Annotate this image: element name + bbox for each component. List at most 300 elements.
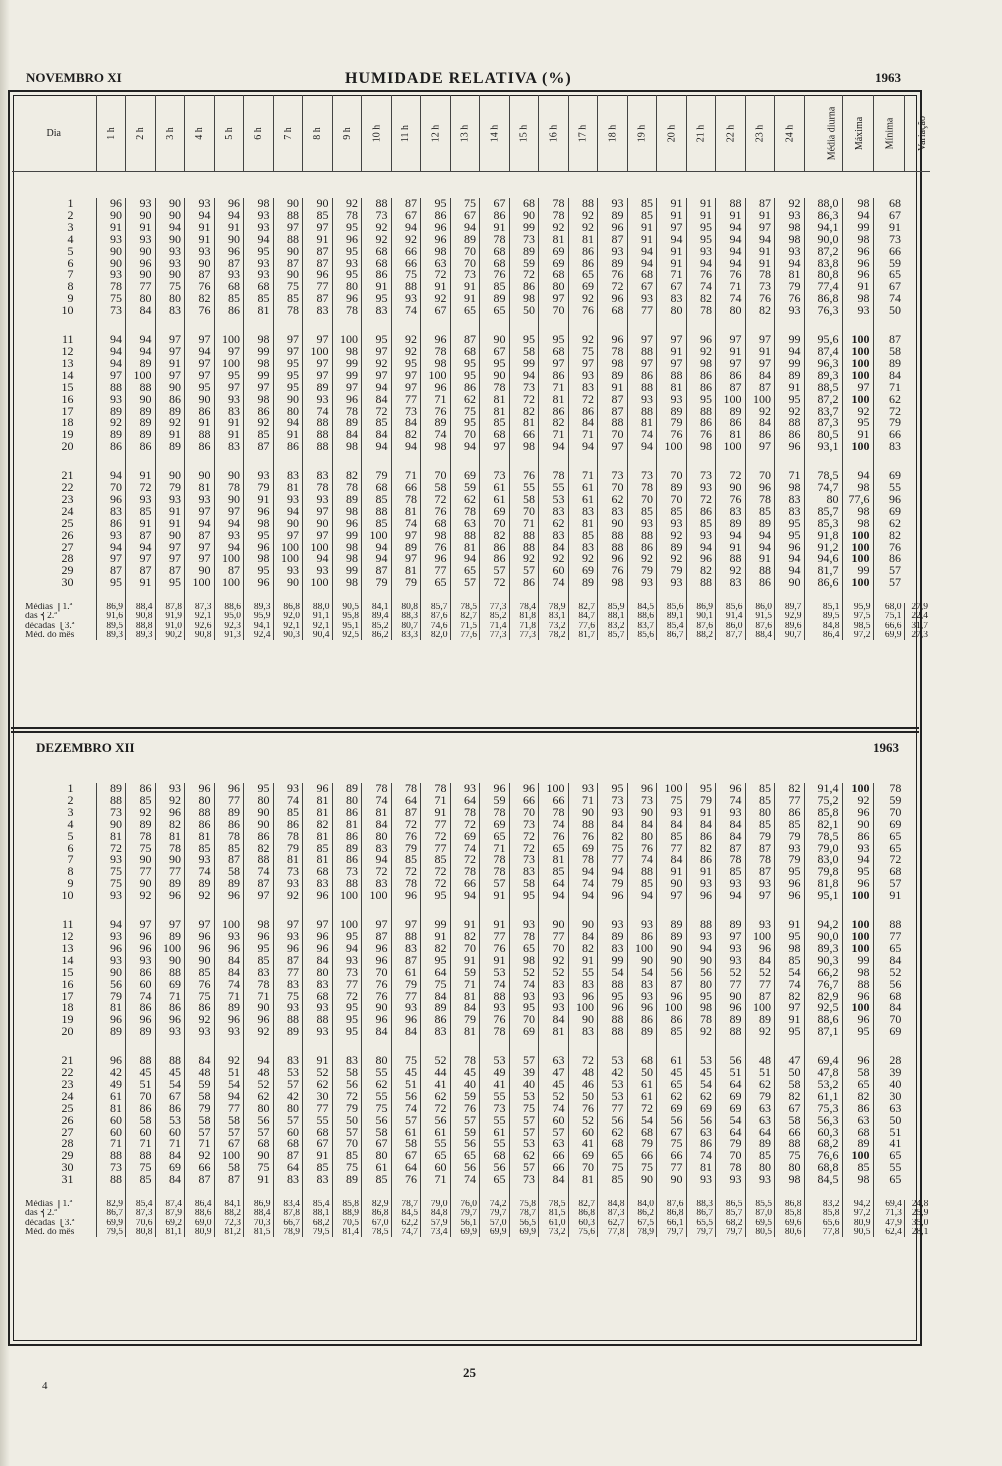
value-cell: 58 [775,1115,805,1127]
value-cell: 93 [126,955,156,967]
value-cell: 69 [568,1150,598,1162]
value-cell: 78 [391,783,421,795]
value-cell: 90 [627,807,657,819]
value-cell: 94 [627,441,657,453]
value-cell: 76 [539,831,569,843]
value-cell: 87 [716,382,746,394]
value-cell: 90 [185,258,215,270]
value-cell: 96 [96,198,126,210]
mean-value-cell: 69,0 [185,1219,215,1228]
value-cell: 58 [362,1127,392,1139]
value-cell: 97 [539,293,569,305]
value-cell: 82 [480,530,510,542]
value-cell: 86 [568,246,598,258]
value-cell: 91 [155,506,185,518]
value-cell: 92 [539,222,569,234]
value-cell: 86 [627,931,657,943]
value-cell: 88 [686,577,716,589]
value-cell: 90 [273,394,303,406]
value-cell: 72 [362,406,392,418]
value-cell: 96 [391,1014,421,1026]
value-cell: 94 [96,542,126,554]
value-cell: 90 [539,919,569,931]
value-cell: 90 [155,470,185,482]
value-cell: 94 [775,565,805,577]
value-cell: 67 [873,210,904,222]
value-cell: 91 [745,246,775,258]
value-cell: 100 [842,931,873,943]
value-cell: 75 [126,843,156,855]
value-cell: 89 [568,577,598,589]
value-cell: 83 [716,506,746,518]
mean-value-cell: 78,2 [539,631,569,640]
mean-value-cell: 85,9 [598,603,628,612]
value-cell: 92 [126,890,156,902]
mean-value-cell: 92,4 [244,631,274,640]
value-cell: 97 [303,222,333,234]
value-cell: 91 [450,919,480,931]
mean-value-cell: 92,6 [185,622,215,631]
value-cell: 91 [686,210,716,222]
value-cell: 92 [362,358,392,370]
value-cell: 96 [686,334,716,346]
value-cell: 99 [332,370,362,382]
value-cell: 74 [303,406,333,418]
value-cell: 71 [568,470,598,482]
value-cell: 78 [539,807,569,819]
value-cell: 97 [185,370,215,382]
value-cell: 79 [775,831,805,843]
mean-value-cell: 89,4 [362,612,392,621]
value-cell: 97 [303,506,333,518]
value-cell: 70 [568,1162,598,1174]
value-cell: 95 [214,370,244,382]
value-cell: 76 [716,494,746,506]
value-cell: 97 [244,382,274,394]
value-cell: 67 [657,281,687,293]
value-cell: 72 [332,1091,362,1103]
means-label: décadas ⎩3.ª [25,1218,75,1228]
mean-value-cell: 81,1 [155,1228,185,1237]
value-cell: 83 [657,293,687,305]
value-cell: 75 [362,1103,392,1115]
value-cell: 41 [568,1138,598,1150]
value-cell: 94 [362,542,392,554]
value-cell: 78 [126,831,156,843]
value-cell: 65 [480,305,510,317]
value-cell: 57 [273,1079,303,1091]
value-cell: 30 [873,1091,904,1103]
mean-value-cell: 91,1 [303,612,333,621]
value-cell: 87,2 [804,394,842,406]
value-cell: 96 [842,258,873,270]
day-cell: 20 [61,1026,74,1039]
value-cell: 86 [509,281,539,293]
value-cell: 85 [627,506,657,518]
value-cell: 57 [450,1115,480,1127]
value-cell: 62 [362,1079,392,1091]
value-cell: 85 [657,831,687,843]
value-cell: 93 [273,565,303,577]
value-cell: 96 [362,943,392,955]
value-cell: 87,4 [804,346,842,358]
value-cell: 77 [598,854,628,866]
value-cell: 98 [421,246,451,258]
value-cell: 98 [244,198,274,210]
table-row [12,1174,930,1186]
table-row [12,258,930,270]
table-row [12,518,930,530]
value-cell: 59 [509,258,539,270]
value-cell: 86 [185,441,215,453]
value-cell: 76,6 [804,1150,842,1162]
value-cell: 98 [509,955,539,967]
value-cell: 96 [185,943,215,955]
table-row [12,358,930,370]
value-cell: 72 [873,406,904,418]
value-cell: 89 [155,406,185,418]
value-cell: 96 [244,506,274,518]
value-cell: 97 [391,370,421,382]
value-cell: 79 [775,854,805,866]
value-cell: 98 [332,346,362,358]
mean-value-cell: 69,9 [96,1219,126,1228]
value-cell: 94 [214,542,244,554]
mean-value-cell: 92,0 [273,612,303,621]
mean-value-cell: 81,2 [214,1228,244,1237]
value-cell: 87 [303,246,333,258]
mean-value-cell: 80,6 [775,1228,805,1237]
value-cell: 85 [745,819,775,831]
value-cell: 90 [716,482,746,494]
value-cell: 69 [450,470,480,482]
value-cell: 55 [421,1138,451,1150]
value-cell: 92 [775,198,805,210]
value-cell: 96 [627,783,657,795]
value-cell: 65 [480,1174,510,1186]
value-cell: 92 [539,553,569,565]
column-header: 20 h [657,95,687,172]
value-cell: 71 [244,991,274,1003]
value-cell: 96 [214,1014,244,1026]
value-cell: 71 [775,470,805,482]
value-cell: 66 [539,795,569,807]
value-cell: 96 [421,334,451,346]
value-cell: 78 [480,807,510,819]
mean-value-cell: 88,2 [686,631,716,640]
mean-value-cell: 75,6 [568,1228,598,1237]
value-cell: 91 [214,222,244,234]
value-cell: 65 [480,831,510,843]
table-row [12,890,930,902]
value-cell: 93 [842,843,873,855]
value-cell: 84 [126,305,156,317]
value-cell: 52 [509,967,539,979]
value-cell: 96 [509,783,539,795]
value-cell: 94 [362,854,392,866]
value-cell: 82 [686,293,716,305]
value-cell: 78 [509,931,539,943]
value-cell: 78 [450,807,480,819]
value-cell: 91 [155,429,185,441]
value-cell: 67 [480,346,510,358]
value-cell: 70 [332,1138,362,1150]
value-cell: 84 [745,955,775,967]
value-cell: 94 [450,553,480,565]
value-cell: 68 [421,518,451,530]
value-cell: 62 [598,494,628,506]
value-cell: 58 [775,1079,805,1091]
value-cell: 82 [775,1091,805,1103]
value-cell: 87 [303,293,333,305]
value-cell: 67 [657,1127,687,1139]
value-cell: 71 [539,429,569,441]
value-cell: 72 [509,831,539,843]
mean-value-cell: 61,0 [539,1219,569,1228]
value-cell: 89 [716,919,746,931]
value-cell: 90 [657,955,687,967]
mean-value-cell: 77,6 [568,622,598,631]
table-row [12,866,930,878]
value-cell: 96 [126,258,156,270]
day-cell: 28 [61,1138,74,1151]
value-cell: 96 [96,1055,126,1067]
value-cell: 88 [598,979,628,991]
value-cell: 73 [391,406,421,418]
mean-value-cell: 91,6 [96,612,126,621]
value-cell: 92 [391,346,421,358]
value-cell: 68 [450,346,480,358]
value-cell: 88 [716,553,746,565]
value-cell: 97 [303,530,333,542]
value-cell: 86 [627,370,657,382]
value-cell: 61 [480,494,510,506]
value-cell: 97 [273,334,303,346]
value-cell: 92 [273,890,303,902]
value-cell: 71 [185,1138,215,1150]
means-row [12,612,930,621]
value-cell: 91 [126,470,156,482]
column-header: 4 h [185,95,215,172]
value-cell: 91 [657,210,687,222]
value-cell: 79,8 [804,866,842,878]
value-cell: 87 [214,258,244,270]
value-cell: 76 [185,281,215,293]
value-cell: 78 [716,854,746,866]
value-cell: 93 [568,370,598,382]
mean-value-cell: 89,1 [657,612,687,621]
value-cell: 82,9 [804,991,842,1003]
value-cell: 89 [273,1026,303,1038]
value-cell: 93 [598,919,628,931]
day-cell: 27 [61,1126,74,1139]
value-cell: 90 [126,394,156,406]
value-cell: 64 [450,795,480,807]
value-cell: 80 [303,967,333,979]
value-cell: 97 [273,530,303,542]
value-cell: 48 [185,1067,215,1079]
value-cell: 98 [775,943,805,955]
mean-value-cell: 73,2 [539,622,569,631]
value-cell: 96 [155,890,185,902]
value-cell: 70 [657,494,687,506]
value-cell: 86 [568,406,598,418]
value-cell: 98 [509,293,539,305]
value-cell: 88 [185,429,215,441]
value-cell: 97 [303,919,333,931]
value-cell: 92 [568,553,598,565]
value-cell: 57 [480,565,510,577]
value-cell: 76 [568,831,598,843]
value-cell: 65 [657,1079,687,1091]
value-cell: 96 [391,890,421,902]
value-cell: 81 [716,429,746,441]
value-cell: 81 [273,854,303,866]
value-cell: 77 [657,843,687,855]
day-cell: 14 [61,954,74,967]
value-cell: 93 [598,807,628,819]
value-cell: 81 [96,1002,126,1014]
value-cell: 83 [568,542,598,554]
value-cell: 94 [775,258,805,270]
value-cell: 100 [657,441,687,453]
value-cell: 83 [273,1174,303,1186]
value-cell: 87 [745,991,775,1003]
value-cell: 83 [273,1055,303,1067]
mean-value-cell: 79,7 [686,1228,716,1237]
value-cell: 83 [303,878,333,890]
value-cell: 93 [332,955,362,967]
value-cell: 98 [421,530,451,542]
value-cell: 95 [332,931,362,943]
value-cell: 93 [480,1002,510,1014]
value-cell: 95 [686,394,716,406]
value-cell: 96 [598,293,628,305]
value-cell: 69 [716,1091,746,1103]
value-cell: 95 [244,246,274,258]
value-cell: 80 [362,1055,392,1067]
value-cell: 99 [244,370,274,382]
table-row [12,831,930,843]
value-cell: 45 [450,1067,480,1079]
mean-value-cell: 90,1 [686,612,716,621]
column-header: 11 h [391,95,421,172]
value-cell: 95 [450,417,480,429]
value-cell: 78 [391,494,421,506]
value-cell: 77 [391,394,421,406]
value-cell: 89 [214,807,244,819]
value-cell: 100 [842,394,873,406]
value-cell: 92 [627,553,657,565]
value-cell: 71 [391,470,421,482]
value-cell: 91 [775,1014,805,1026]
value-cell: 92 [362,234,392,246]
value-cell: 67 [391,1150,421,1162]
table-row [12,506,930,518]
value-cell: 57 [391,1115,421,1127]
value-cell: 57 [509,1115,539,1127]
value-cell: 83 [273,470,303,482]
value-cell: 99 [509,358,539,370]
mean-value-cell: 82,9 [96,1200,126,1209]
value-cell: 96 [686,890,716,902]
value-cell: 28 [873,1055,904,1067]
value-cell: 90 [775,577,805,589]
value-cell: 89 [657,931,687,943]
day-cell: 22 [61,1067,74,1079]
table-row [12,878,930,890]
value-cell: 100 [842,441,873,453]
value-cell: 57 [539,1127,569,1139]
value-cell: 91 [421,807,451,819]
value-cell: 75 [96,866,126,878]
value-cell: 42 [598,1067,628,1079]
value-cell: 88 [873,919,904,931]
value-cell: 85 [214,293,244,305]
value-cell: 89 [627,1026,657,1038]
value-cell: 100 [273,542,303,554]
value-cell: 88 [362,506,392,518]
value-cell: 53 [598,1079,628,1091]
value-cell: 86 [480,542,510,554]
value-cell: 97 [362,370,392,382]
value-cell: 90 [155,234,185,246]
value-cell: 71 [539,382,569,394]
value-cell: 94 [185,518,215,530]
value-cell: 92 [657,553,687,565]
value-cell: 55 [303,1115,333,1127]
value-cell: 85 [126,795,156,807]
value-cell: 87 [598,394,628,406]
value-cell: 76 [421,542,451,554]
value-cell: 72 [450,854,480,866]
mean-value-cell: 22,4 [904,612,930,621]
value-cell: 91 [185,222,215,234]
value-cell: 65 [598,1150,628,1162]
value-cell: 86 [332,831,362,843]
value-cell: 91 [775,382,805,394]
value-cell: 100 [539,783,569,795]
day-cell: 9 [67,878,74,891]
value-cell: 90,0 [804,931,842,943]
value-cell: 92 [421,293,451,305]
mean-value-cell: 89,3 [126,631,156,640]
mean-value-cell: 69,9 [480,1228,510,1237]
mean-value-cell: 70,3 [244,1219,274,1228]
value-cell: 90 [155,955,185,967]
value-cell: 100 [745,931,775,943]
value-cell: 74 [126,991,156,1003]
value-cell: 62 [539,518,569,530]
value-cell: 93 [391,293,421,305]
table-row [12,382,930,394]
value-cell: 62 [745,1079,775,1091]
table-row [12,807,930,819]
value-cell: 87 [126,565,156,577]
value-cell: 85 [273,807,303,819]
value-cell: 85 [214,843,244,855]
value-cell: 95 [362,334,392,346]
value-cell: 69 [686,1103,716,1115]
value-cell: 97 [391,919,421,931]
value-cell: 95 [421,890,451,902]
mean-value-cell: 85,6 [627,631,657,640]
value-cell: 98 [332,441,362,453]
means-row [12,1228,930,1237]
mean-value-cell: 88,1 [303,1209,333,1218]
value-cell: 70 [509,1014,539,1026]
value-cell: 100 [627,943,657,955]
